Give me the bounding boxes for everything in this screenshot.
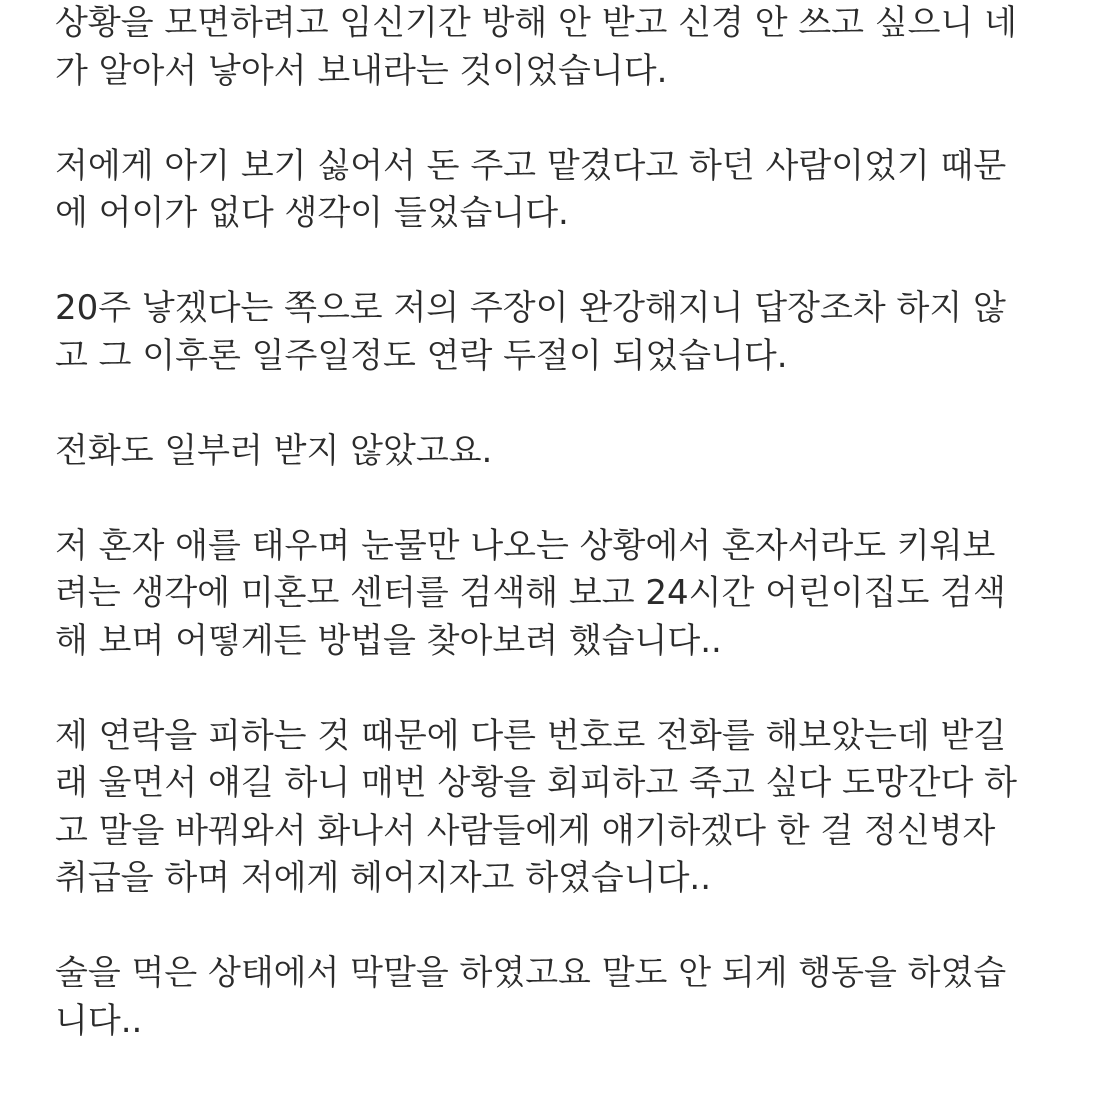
paragraph [55,713,1055,903]
paragraph-gap [55,380,1055,428]
text-line: 해 보며 어떻게든 방법을 찾아보려 했습니다.. [55,620,722,661]
paragraph-gap [55,475,1055,523]
text-line: 고 말을 바꿔와서 화나서 사람들에게 얘기하겠다 한 걸 정신병자 [55,810,996,851]
paragraph-gap [55,665,1055,713]
text-line: 가 알아서 낳아서 보내라는 것이었습니다. [55,50,668,91]
paragraph-gap [55,238,1055,286]
text-line: 20주 낳겠다는 쪽으로 저의 주장이 완강해지니 답장조차 하지 않 [55,288,1006,328]
text-line: 상황을 모면하려고 임신기간 방해 안 받고 신경 안 쓰고 싶으니 네 [55,3,1018,43]
text-line: 래 울면서 얘길 하니 매번 상황을 회피하고 죽고 싶다 도망간다 하 [55,763,1018,803]
paragraph [55,0,1055,95]
text-line: 저에게 아기 보기 싫어서 돈 주고 맡겼다고 하던 사람이었기 때문 [55,145,1007,186]
text-line: 려는 생각에 미혼모 센터를 검색해 보고 24시간 어린이집도 검색 [55,573,1006,613]
text-line: 저 혼자 애를 태우며 눈물만 나오는 상황에서 혼자서라도 키워보 [55,525,996,566]
paragraph-gap [55,903,1055,951]
text-line: 전화도 일부러 받지 않았고요. [55,430,493,471]
text-line: 에 어이가 없다 생각이 들었습니다. [55,193,569,233]
article-body [55,0,1055,1045]
paragraph [55,285,1055,380]
text-line: 제 연락을 피하는 것 때문에 다른 번호로 전화를 해보았는데 받길 [55,715,1007,756]
paragraph [55,523,1055,666]
text-line: 술을 먹은 상태에서 막말을 하였고요 말도 안 되게 행동을 하였습 [55,953,1007,993]
paragraph [55,143,1055,238]
paragraph-gap [55,95,1055,143]
paragraph [55,950,1055,1045]
text-line: 취급을 하며 저에게 헤어지자고 하였습니다.. [55,858,712,898]
text-line: 고 그 이후론 일주일정도 연락 두절이 되었습니다. [55,335,788,376]
text-line: 니다.. [55,1000,143,1041]
paragraph [55,428,1055,476]
